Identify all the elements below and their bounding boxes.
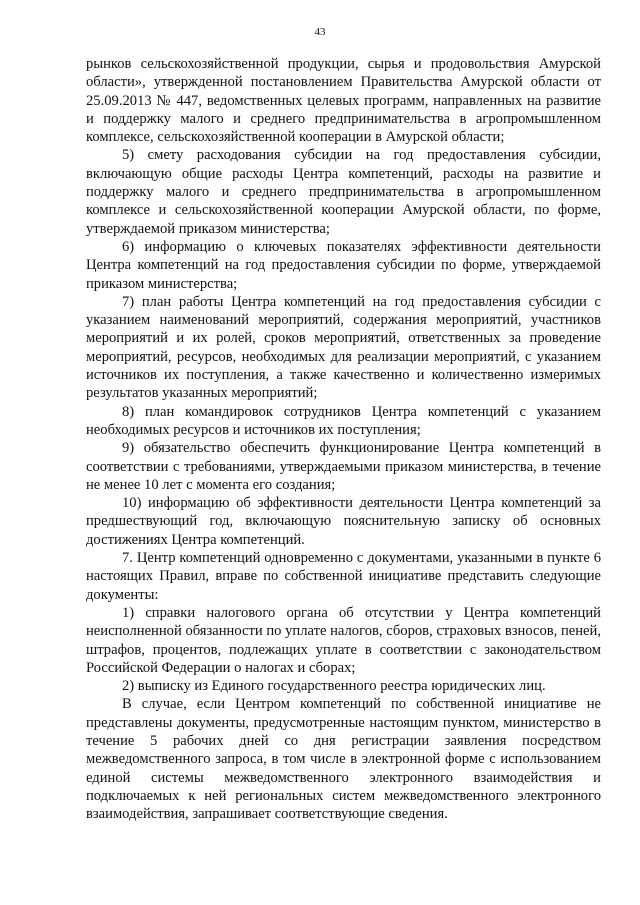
page-number: 43 <box>314 26 326 38</box>
paragraph-closing: В случае, если Центром компетенций по собственной инициативе не представлены документы, предусмотренные настоящим пунктом, министерство в течение 5 рабочих дней со дня регистрации заявления посредством межведомственного запроса, в том числе в электронной форме с использованием единой системы межведомственного электронного взаимодействия и подключаемых к ней региональных систем межведомственного электронного взаимодействия, запрашивает соответствующие сведения. <box>86 696 601 823</box>
paragraph-subitem-1: 1) справки налогового органа об отсутствии у Центра компетенций неисполненной обязанности по уплате налогов, сборов, страховых взносов, пеней, штрафов, процентов, подлежащих уплате в соответствии с законодательством Российской Федерации о налогах и сборах; <box>86 604 601 676</box>
paragraph-item-6: 6) информацию о ключевых показателях эффективности деятельности Центра компетенций на год предоставления субсидии по форме, утверждаемой приказом министерства; <box>86 238 601 292</box>
paragraph-item-5: 5) смету расходования субсидии на год предоставления субсидии, включающую общие расходы Центра компетенций, расходы на развитие и поддержку малого и среднего предпринимательства в агропромышленном комплексе и сельскохозяйственной кооперации Амурской области, по форме, утверждаемой приказом министерства; <box>86 147 601 237</box>
paragraph-clause-7: 7. Центр компетенций одновременно с документами, указанными в пункте 6 настоящих Правил, вправе по собственной инициативе представить следующие документы: <box>86 550 601 603</box>
paragraph-continuation: рынков сельскохозяйственной продукции, сырья и продовольствия Амурской области», утвержденной постановлением Правительства Амурской области от 25.09.2013 № 447, ведомственных целевых программ, направленных на развитие и поддержку малого и среднего предпринимательства в агропромышленном комплексе, сельскохозяйственной кооперации в Амурской области; <box>86 56 601 146</box>
paragraph-item-8: 8) план командировок сотрудников Центра компетенций с указанием необходимых ресурсов и источников их поступления; <box>86 403 601 438</box>
paragraph-item-7: 7) план работы Центра компетенций на год предоставления субсидии с указанием наименований мероприятий, содержания мероприятий, участников мероприятий и их ролей, сроков мероприятий, ответственных за проведение мероприятий, ресурсов, необходимых для реализации мероприятий, с указанием источников их поступления, а также качественно и количественно измеримых результатов указанных мероприятий; <box>86 293 601 402</box>
paragraph-subitem-2: 2) выписку из Единого государственного реестра юридических лиц. <box>122 678 546 695</box>
paragraph-item-10: 10) информацию об эффективности деятельности Центра компетенций за предшествующий год, включающую пояснительную записку об основных достижениях Центра компетенций. <box>86 495 601 548</box>
paragraph-item-9: 9) обязательство обеспечить функционирование Центра компетенций в соответствии с требованиями, утверждаемыми приказом министерства, в течение не менее 10 лет с момента его создания; <box>86 440 601 493</box>
document-body <box>86 55 601 823</box>
